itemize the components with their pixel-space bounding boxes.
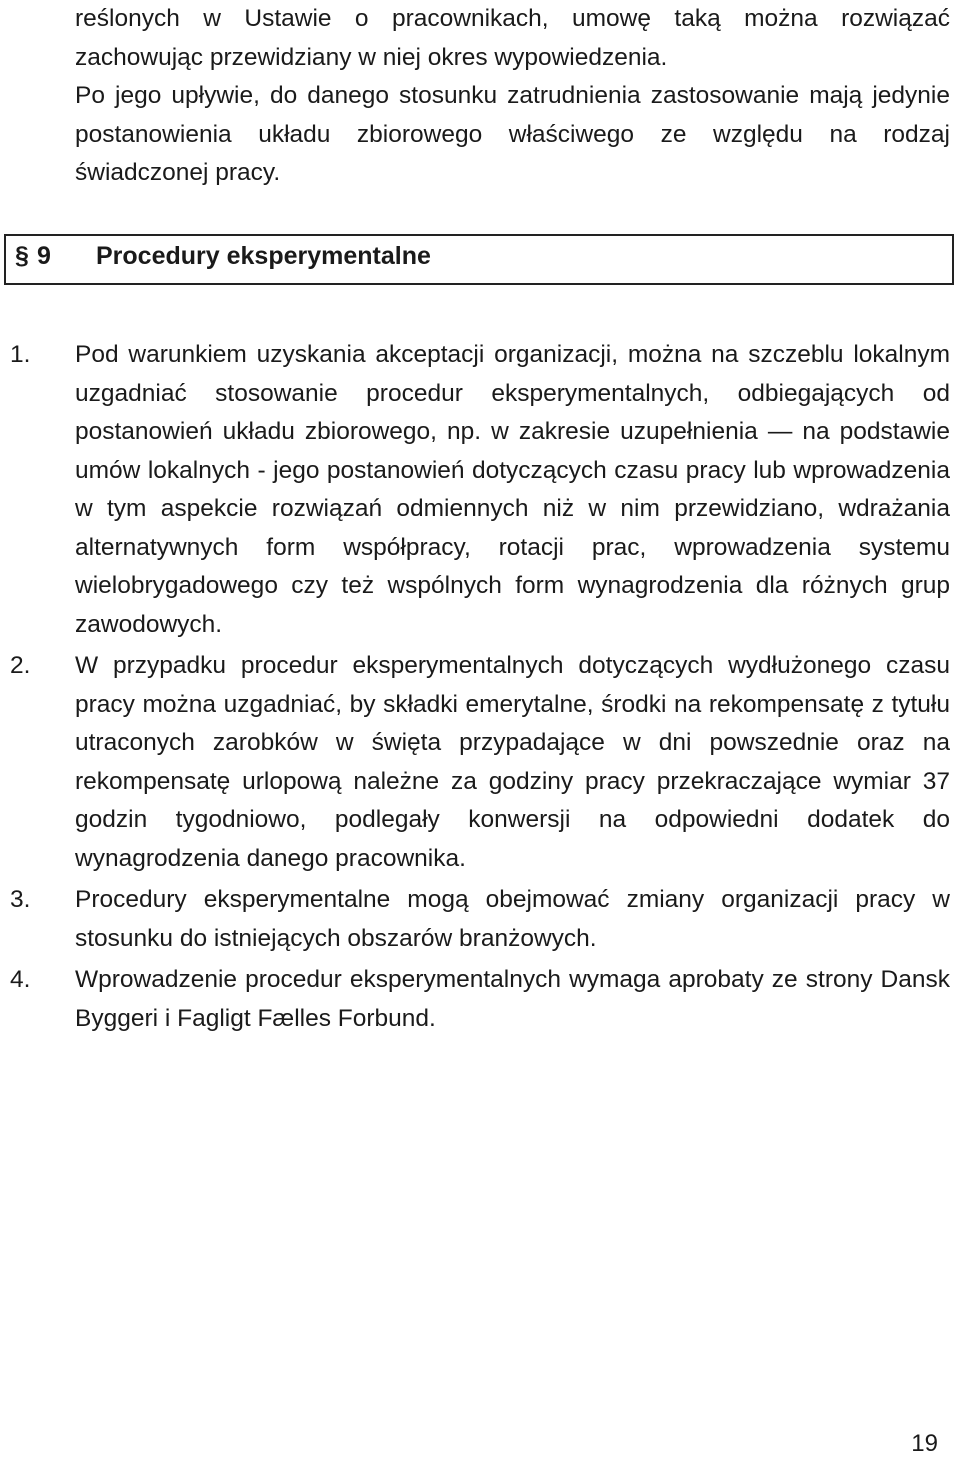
list-item [0,881,960,958]
intro-paragraph-2: Po jego upływie, do danego stosunku zatrudnienia zastosowanie mają jedynie postanowienia układu zbiorowego właściwego ze względu na rodzaj świadczonej pracy. [75,82,950,186]
list-item-text: Pod warunkiem uzyskania akceptacji organizacji, można na szczeblu lokalnym uzgadniać stosowanie procedur eksperymentalnych, odbiegających od postanowień układu zbiorowego, np. w zakresie uzupełnienia — na podstawie umów lokalnych - jego postanowień dotyczących czasu pracy lub wprowadzenia w tym aspekcie rozwiązań odmiennych niż w nim przewidziano, wdrażania alternatywnych form współpracy, rotacji prac, wprowadzenia systemu wielobrygadowego czy też wspólnych form wynagrodzenia dla różnych grup zawodowych. [75,341,950,638]
section-heading-box [4,234,954,285]
numbered-list [0,336,960,1041]
page-number: 19 [911,1430,938,1457]
intro-paragraphs [75,0,950,193]
list-item-text: Wprowadzenie procedur eksperymentalnych wymaga aprobaty ze strony Dansk Byggeri i Fagligt Fælles Forbund. [75,966,950,1032]
list-item-text: Procedury eksperymentalne mogą obejmować zmiany organizacji pracy w stosunku do istniejących obszarów branżowych. [75,886,950,952]
section-sign: § [15,242,29,270]
intro-paragraph-1: reślonych w Ustawie o pracownikach, umowę taką można rozwiązać zachowując przewidziany w niej okres wypowiedzenia. [75,5,950,71]
list-item-number: 3. [10,886,31,913]
list-item-text: W przypadku procedur eksperymentalnych dotyczących wydłużonego czasu pracy można uzgadniać, by składki emerytalne, środki na rekompensatę z tytułu utraconych zarobków w święta przypadające w dni powszednie oraz na rekompensatę urlopową należne za godziny pracy przekraczające wymiar 37 godzin tygodniowo, podlegały konwersji na odpowiedni dodatek do wynagrodzenia danego pracownika. [75,652,950,872]
list-item-number: 2. [10,652,31,679]
list-item [0,647,960,878]
section-title: Procedury eksperymentalne [96,242,431,270]
list-item [0,336,960,644]
list-item-number: 4. [10,966,31,993]
section-number: 9 [37,242,51,270]
list-item [0,961,960,1038]
list-item-number: 1. [10,341,31,368]
